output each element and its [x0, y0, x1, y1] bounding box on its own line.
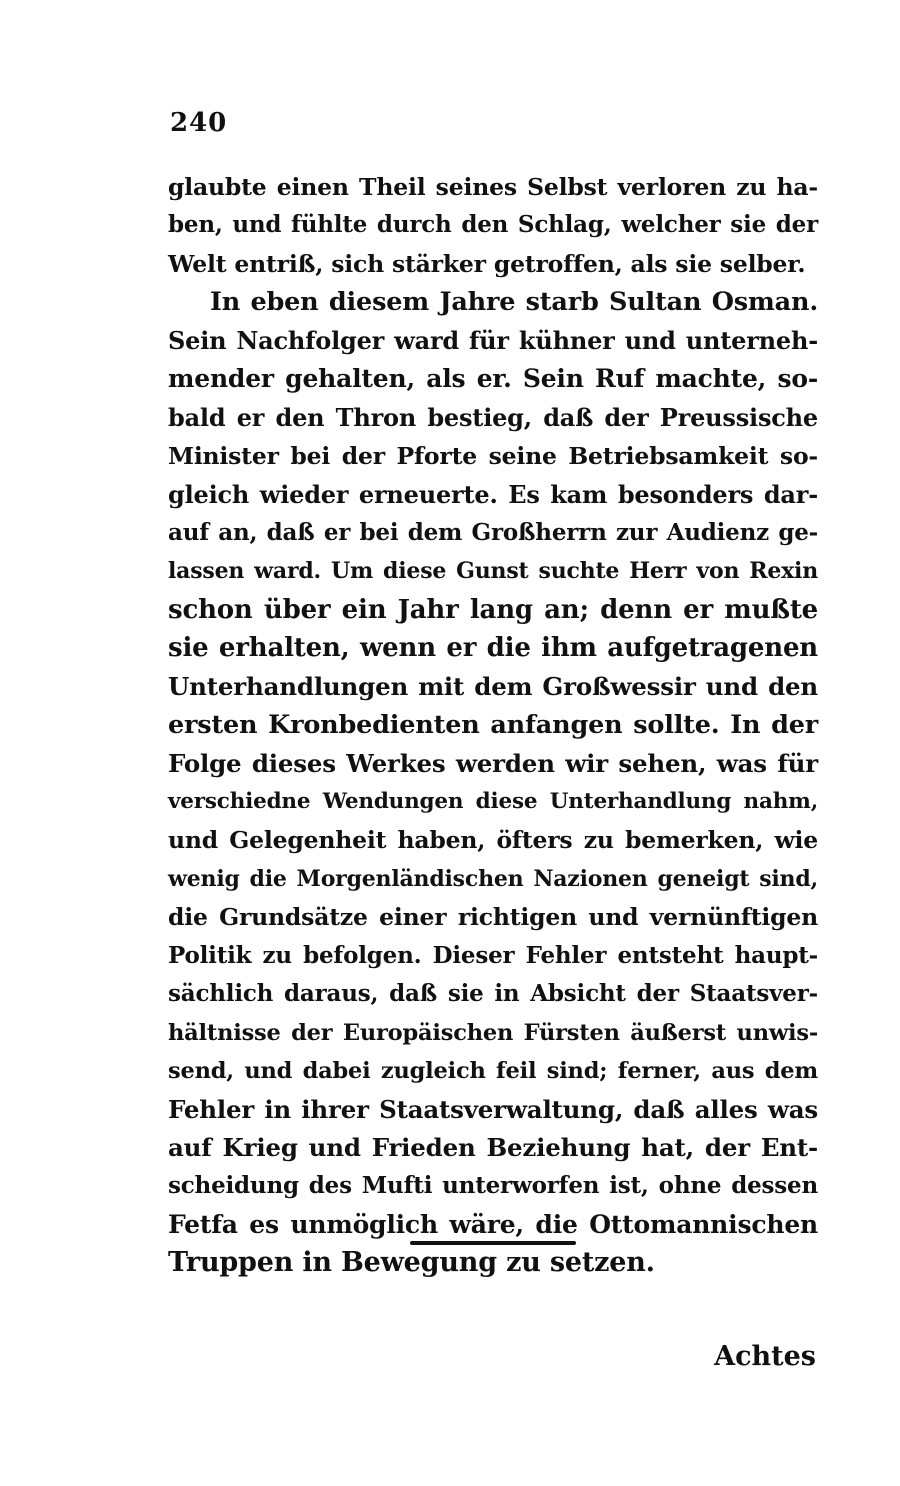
text-line: sie erhalten, wenn er die ihm aufgetragenen	[168, 633, 818, 664]
section-divider	[410, 1241, 576, 1245]
text-line: und Gelegenheit haben, öfters zu bemerken, wie	[168, 826, 818, 855]
text-line: sächlich daraus, daß sie in Absicht der Staatsver-	[168, 980, 818, 1008]
text-line: hältnisse der Europäischen Fürsten äußerst unwis-	[168, 1019, 818, 1046]
body-text	[168, 168, 818, 1283]
text-line: wenig die Morgenländischen Nazionen geneigt sind,	[168, 865, 818, 892]
text-line: auf an, daß er bei dem Großherrn zur Audienz ge-	[168, 518, 818, 546]
text-line: scheidung des Mufti unterworfen ist, ohne dessen	[168, 1172, 818, 1200]
page-number: 240	[170, 108, 228, 138]
text-line: mender gehalten, als er. Sein Ruf machte, so-	[168, 364, 818, 394]
text-line: schon über ein Jahr lang an; denn er mußte	[168, 594, 818, 625]
catchword: Achtes	[714, 1341, 816, 1372]
text-line: Fehler in ihrer Staatsverwaltung, daß alles was	[168, 1094, 818, 1124]
text-line: glaubte einen Theil seines Selbst verloren zu ha-	[168, 173, 818, 201]
text-line: ersten Kronbedienten anfangen sollte. In der	[168, 710, 818, 741]
text-line: Minister bei der Pforte seine Betriebsamkeit so-	[168, 442, 818, 471]
text-line: ben, und fühlte durch den Schlag, welcher sie der	[168, 211, 818, 239]
text-line: verschiedne Wendungen diese Unterhandlung nahm,	[168, 789, 818, 814]
text-line: bald er den Thron bestieg, daß der Preussische	[168, 402, 818, 432]
text-line: Politik zu befolgen. Dieser Fehler entsteht haupt-	[168, 941, 818, 969]
text-line: auf Krieg und Frieden Beziehung hat, der Ent-	[168, 1132, 818, 1162]
text-line: Truppen in Bewegung zu setzen.	[168, 1247, 655, 1279]
text-line: Unterhandlungen mit dem Großwessir und den	[168, 671, 818, 701]
text-line: lassen ward. Um diese Gunst suchte Herr von Rexin	[168, 558, 818, 585]
text-line: send, und dabei zugleich feil sind; ferner, aus dem	[168, 1058, 818, 1085]
text-line: Welt entriß, sich stärker getroffen, als sie selber.	[168, 249, 806, 278]
text-line: Fetfa es unmöglich wäre, die Ottomannischen	[168, 1209, 818, 1239]
text-line: Sein Nachfolger ward für kühner und unterneh-	[168, 325, 818, 355]
text-line: die Grundsätze einer richtigen und vernünftigen	[168, 903, 818, 932]
text-line: Folge dieses Werkes werden wir sehen, was für	[168, 748, 818, 778]
text-line: In eben diesem Jahre starb Sultan Osman.	[210, 287, 818, 318]
text-line: gleich wieder erneuerte. Es kam besonders dar-	[168, 479, 818, 509]
